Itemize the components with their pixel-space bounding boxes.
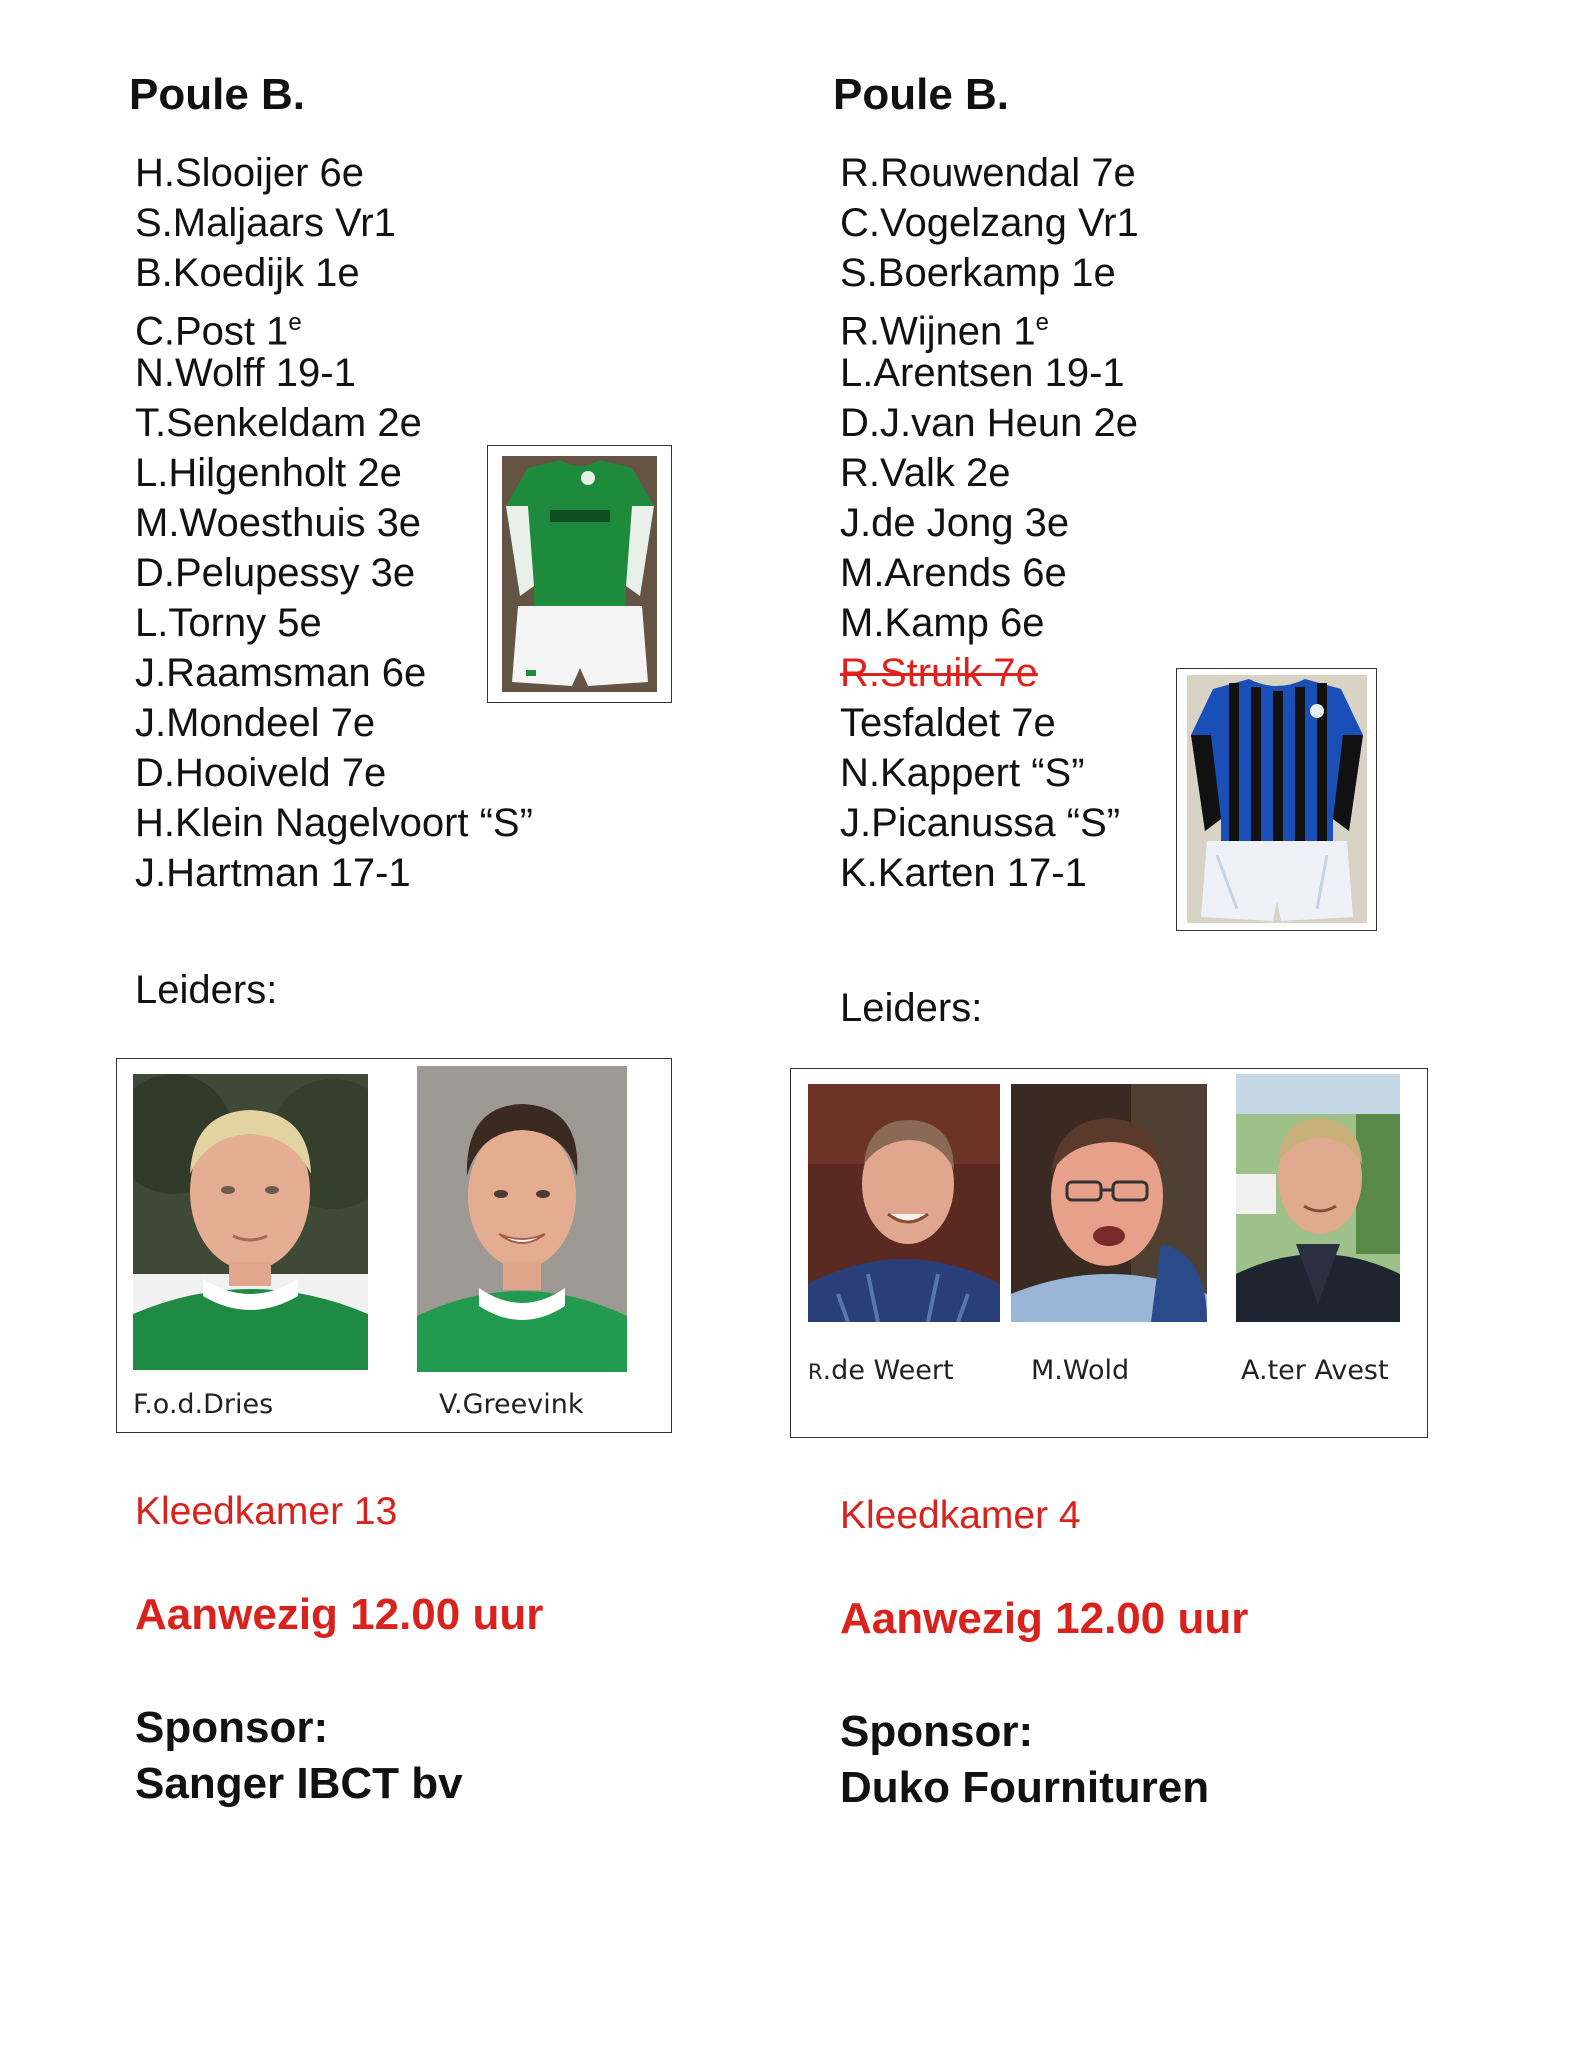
sponsor-block	[840, 1704, 1209, 1816]
player-item	[840, 448, 1139, 498]
player-name: H.Klein Nagelvoort “S”	[135, 801, 533, 845]
player-name: C.Post 1	[135, 309, 289, 354]
player-list	[840, 148, 1139, 898]
player-item	[840, 498, 1139, 548]
player-item	[135, 198, 533, 248]
player-name: R.Wijnen 1	[840, 309, 1036, 354]
portrait-image	[1011, 1084, 1207, 1322]
leider-photo	[1236, 1074, 1400, 1322]
player-item	[840, 198, 1139, 248]
leider-name-initial: R	[808, 1360, 823, 1384]
player-name: L.Hilgenholt 2e	[135, 451, 402, 495]
portrait-image	[1236, 1074, 1400, 1322]
portrait-image	[808, 1084, 1000, 1322]
player-name: N.Wolff 19-1	[135, 351, 356, 395]
player-item	[135, 248, 533, 298]
player-name: R.Struik 7e	[840, 651, 1038, 695]
player-item	[135, 148, 533, 198]
player-name: B.Koedijk 1e	[135, 251, 360, 295]
player-item	[135, 448, 533, 498]
player-name: J.Picanussa “S”	[840, 801, 1121, 845]
kit-photo-image	[488, 446, 671, 702]
player-name: N.Kappert “S”	[840, 751, 1085, 795]
player-item	[135, 848, 533, 898]
sponsor-block	[135, 1700, 463, 1812]
kleedkamer-label: Kleedkamer 4	[840, 1494, 1081, 1537]
player-name: S.Boerkamp 1e	[840, 251, 1116, 295]
player-item	[135, 498, 533, 548]
player-name: Tesfaldet 7e	[840, 701, 1056, 745]
player-item	[135, 798, 533, 848]
ordinal-suffix: e	[288, 309, 302, 336]
leiders-label: Leiders:	[135, 968, 278, 1012]
kleedkamer-label: Kleedkamer 13	[135, 1490, 398, 1533]
player-name: J.Hartman 17-1	[135, 851, 411, 895]
leider-photo	[133, 1074, 368, 1370]
player-item	[840, 348, 1139, 398]
poule-title: Poule B.	[833, 70, 1010, 119]
player-item	[840, 848, 1139, 898]
player-name: R.Rouwendal 7e	[840, 151, 1136, 195]
player-name: C.Vogelzang Vr1	[840, 201, 1139, 245]
aanwezig-time: Aanwezig 12.00 uur	[135, 1590, 544, 1639]
player-item	[135, 598, 533, 648]
player-name: H.Slooijer 6e	[135, 151, 365, 195]
player-item	[135, 548, 533, 598]
player-name: J.de Jong 3e	[840, 501, 1070, 545]
sponsor-label: Sponsor:	[135, 1703, 329, 1752]
player-list	[135, 148, 533, 898]
player-name: R.Valk 2e	[840, 451, 1011, 495]
player-name: D.J.van Heun 2e	[840, 401, 1138, 445]
player-item	[840, 298, 1139, 354]
sponsor-label: Sponsor:	[840, 1707, 1034, 1756]
player-item	[840, 748, 1139, 798]
player-name: D.Hooiveld 7e	[135, 751, 387, 795]
leiders-photo-box	[116, 1058, 672, 1433]
aanwezig-time: Aanwezig 12.00 uur	[840, 1594, 1249, 1643]
leiders-photo-box	[790, 1068, 1428, 1438]
player-item	[840, 648, 1139, 698]
player-item	[135, 348, 533, 398]
poule-title: Poule B.	[129, 70, 306, 119]
ordinal-suffix: e	[1035, 309, 1049, 336]
kit-photo	[1176, 668, 1377, 931]
leider-photo	[417, 1066, 627, 1372]
player-item	[840, 248, 1139, 298]
kit-photo-image	[1177, 669, 1376, 930]
leider-photo	[808, 1084, 1000, 1322]
player-item	[840, 798, 1139, 848]
leider-name: A.ter Avest	[1241, 1355, 1389, 1386]
portrait-image	[133, 1074, 368, 1370]
leiders-label: Leiders:	[840, 986, 983, 1030]
player-name: L.Arentsen 19-1	[840, 351, 1125, 395]
leider-name: V.Greevink	[439, 1389, 584, 1420]
player-item	[840, 598, 1139, 648]
team-right	[700, 0, 1460, 2048]
kit-photo	[487, 445, 672, 703]
player-item	[840, 698, 1139, 748]
player-name: K.Karten 17-1	[840, 851, 1087, 895]
player-name: S.Maljaars Vr1	[135, 201, 396, 245]
player-item	[840, 548, 1139, 598]
sponsor-name: Sanger IBCT bv	[135, 1759, 463, 1808]
player-name: L.Torny 5e	[135, 601, 322, 645]
leider-name-rest: .de Weert	[822, 1355, 954, 1386]
player-item	[135, 298, 533, 354]
player-item	[840, 148, 1139, 198]
player-item	[840, 398, 1139, 448]
leider-name: M.Wold	[1031, 1355, 1130, 1386]
player-name: M.Kamp 6e	[840, 601, 1045, 645]
player-name: J.Mondeel 7e	[135, 701, 376, 745]
player-name: J.Raamsman 6e	[135, 651, 427, 695]
sponsor-name: Duko Fournituren	[840, 1763, 1210, 1812]
player-name: M.Arends 6e	[840, 551, 1067, 595]
portrait-image	[417, 1066, 627, 1372]
player-name: T.Senkeldam 2e	[135, 401, 422, 445]
team-left	[0, 0, 760, 2048]
player-name: M.Woesthuis 3e	[135, 501, 422, 545]
leider-name: F.o.d.Dries	[133, 1389, 274, 1420]
player-item	[135, 398, 533, 448]
player-item	[135, 698, 533, 748]
player-item	[135, 748, 533, 798]
leider-photo	[1011, 1084, 1207, 1322]
player-name: D.Pelupessy 3e	[135, 551, 416, 595]
player-item	[135, 648, 533, 698]
leider-name	[808, 1355, 954, 1386]
